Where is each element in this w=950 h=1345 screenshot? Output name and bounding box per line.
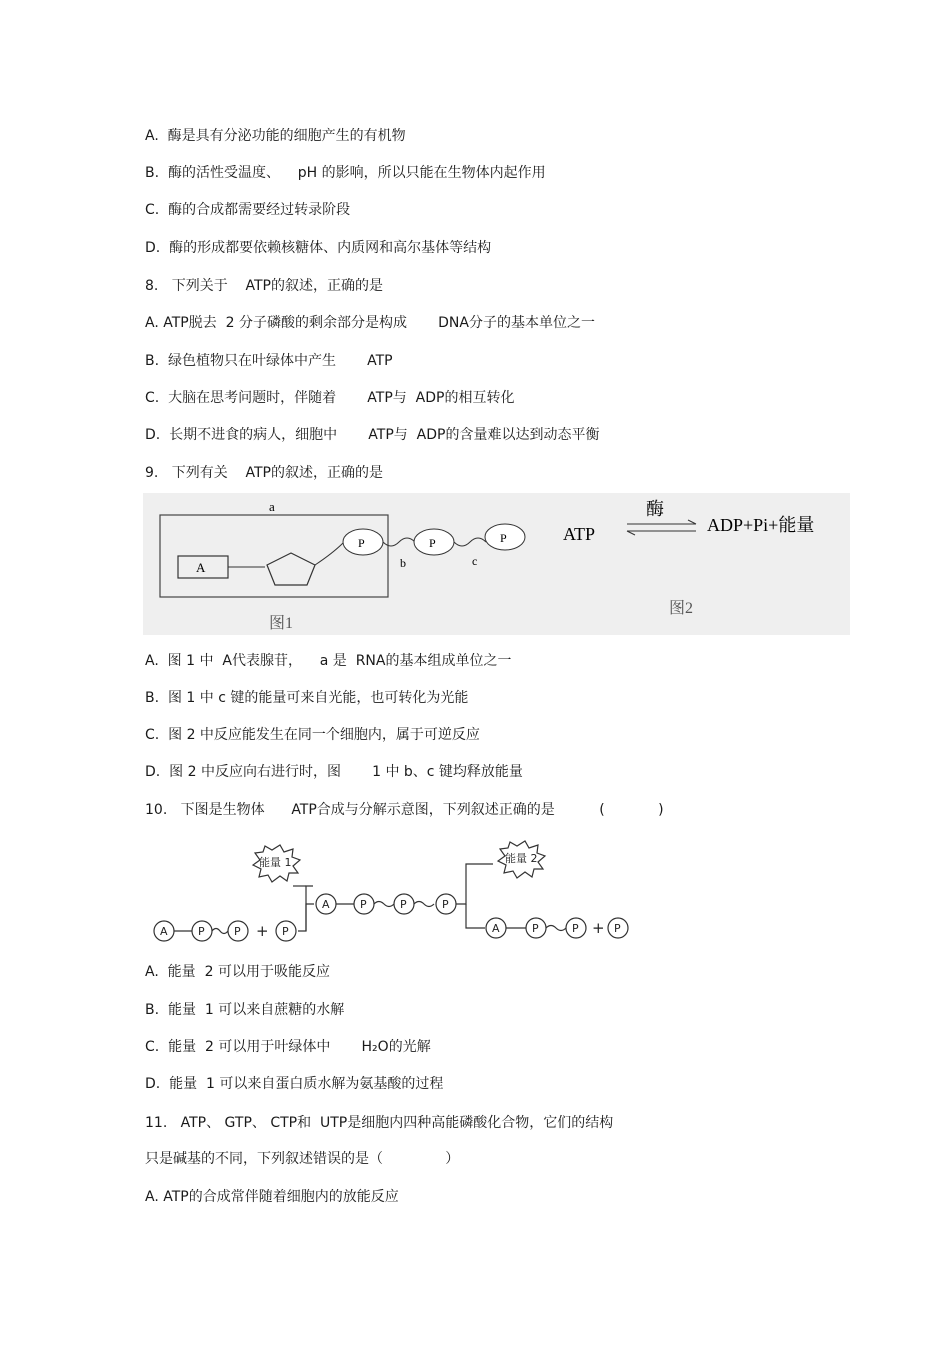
option-7c: C. 酶的合成都需要经过转录阶段 <box>145 202 351 218</box>
fig1-label-c: c <box>472 554 478 568</box>
svg-text:A: A <box>492 922 500 935</box>
option-7d: D. 酶的形成都要依赖核糖体、内质网和高尔基体等结构 <box>145 240 492 256</box>
option-8d: D. 长期不进食的病人，细胞中 ATP与 ADP的含量难以达到动态平衡 <box>145 427 600 443</box>
eq-atp: ATP <box>563 524 596 544</box>
option-8c: C. 大脑在思考问题时，伴随着 ATP与 ADP的相互转化 <box>145 390 515 406</box>
question-9: 9. 下列有关 ATP的叙述，正确的是 <box>145 465 383 481</box>
svg-text:P: P <box>198 925 205 938</box>
question-10: 10. 下图是生物体 ATP合成与分解示意图，下列叙述正确的是 ( ) <box>145 802 664 818</box>
option-10a: A. 能量 2 可以用于吸能反应 <box>145 964 330 980</box>
fig1-label-b: b <box>400 556 406 570</box>
option-8b: B. 绿色植物只在叶绿体中产生 ATP <box>145 353 393 369</box>
figure-9 <box>143 493 850 635</box>
option-10c: C. 能量 2 可以用于叶绿体中 H₂O的光解 <box>145 1039 431 1055</box>
svg-text:+: + <box>256 922 269 940</box>
option-10b: B. 能量 1 可以来自蔗糖的水解 <box>145 1002 345 1018</box>
option-7b: B. 酶的活性受温度、 pH 的影响，所以只能在生物体内起作用 <box>145 165 546 181</box>
svg-text:P: P <box>282 925 289 938</box>
svg-text:P: P <box>442 898 449 911</box>
fig2-caption: 图2 <box>669 600 694 617</box>
question-11: 11. ATP、 GTP、 CTP和 UTP是细胞内四种高能磷酸化合物，它们的结构 <box>145 1115 614 1131</box>
figure-10 <box>148 836 638 948</box>
svg-text:P: P <box>532 922 539 935</box>
energy-1-label: 能量 1 <box>259 856 292 869</box>
fig1-label-a: a <box>269 499 275 514</box>
option-7a: A. 酶是具有分泌功能的细胞产生的有机物 <box>145 128 406 144</box>
energy-2-label: 能量 2 <box>505 852 538 865</box>
question-8: 8. 下列关于 ATP的叙述，正确的是 <box>145 278 383 294</box>
option-9b: B. 图 1 中 c 键的能量可来自光能，也可转化为光能 <box>145 690 469 706</box>
option-8a: A. ATP脱去 2 分子磷酸的剩余部分是构成 DNA分子的基本单位之一 <box>145 315 595 331</box>
phosphate-1: P <box>358 536 365 550</box>
phosphate-3: P <box>500 531 507 545</box>
question-11-cont: 只是碱基的不同，下列叙述错误的是（ ） <box>145 1151 460 1167</box>
svg-text:P: P <box>614 922 621 935</box>
svg-text:P: P <box>360 898 367 911</box>
eq-products: ADP+Pi+能量 <box>707 515 815 535</box>
svg-text:P: P <box>400 898 407 911</box>
option-9c: C. 图 2 中反应能发生在同一个细胞内，属于可逆反应 <box>145 727 480 743</box>
svg-text:+: + <box>592 919 605 937</box>
svg-text:P: P <box>234 925 241 938</box>
svg-text:A: A <box>160 925 168 938</box>
adenine-label: A <box>196 560 206 575</box>
option-10d: D. 能量 1 可以来自蛋白质水解为氨基酸的过程 <box>145 1076 444 1092</box>
eq-enzyme: 酶 <box>646 499 664 519</box>
option-9a: A. 图 1 中 A代表腺苷， a 是 RNA的基本组成单位之一 <box>145 653 512 669</box>
option-11a: A. ATP的合成常伴随着细胞内的放能反应 <box>145 1189 399 1205</box>
fig1-caption: 图1 <box>269 615 294 632</box>
svg-text:P: P <box>572 922 579 935</box>
svg-text:A: A <box>322 898 330 911</box>
option-9d: D. 图 2 中反应向右进行时，图 1 中 b、c 键均释放能量 <box>145 764 523 780</box>
phosphate-2: P <box>429 536 436 550</box>
